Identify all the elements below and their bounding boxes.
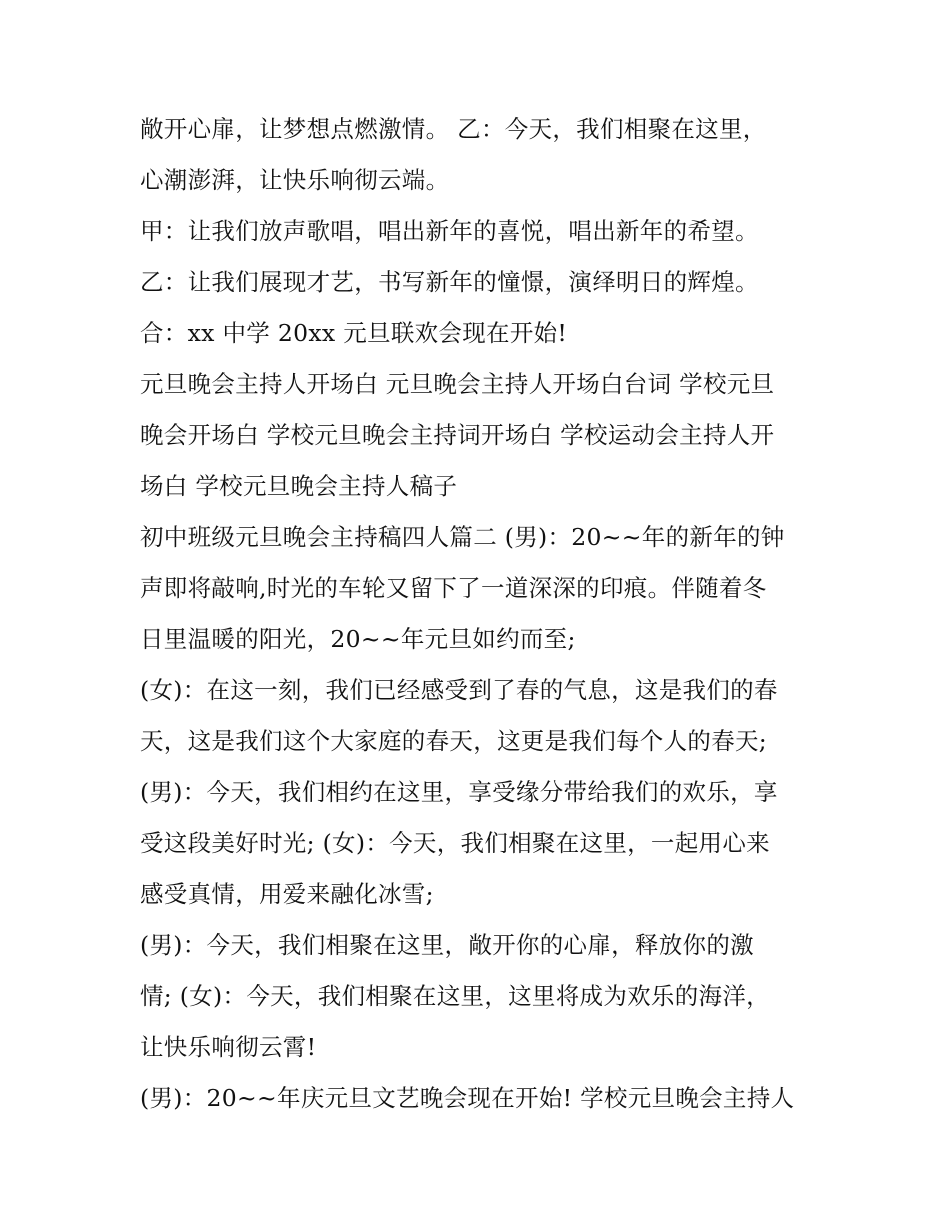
text-line: 天，这是我们这个大家庭的春天，这更是我们每个人的春天; [140,727,768,755]
text-line: 日里温暖的阳光，20~~年元旦如约而至; [140,625,576,653]
text-line: 场白 学校元旦晚会主持人稿子 [140,472,458,500]
text-line: 受这段美好时光; (女)：今天，我们相聚在这里，一起用心来 [140,829,770,857]
text-line: 乙：让我们展现才艺，书写新年的憧憬，演绎明日的辉煌。 [140,268,759,296]
text-line: 合：xx 中学 20xx 元旦联欢会现在开始! [140,319,568,347]
text-line: 让快乐响彻云霄! [140,1033,317,1061]
text-line: (男)：今天，我们相约在这里，享受缘分带给我们的欢乐，享 [140,778,778,806]
text-line: (男)：20~~年庆元旦文艺晚会现在开始! 学校元旦晚会主持人 [140,1084,795,1112]
text-line: 感受真情，用爱来融化冰雪; [140,880,434,908]
document-body [140,104,820,1124]
text-line: 晚会开场白 学校元旦晚会主持词开场白 学校运动会主持人开 [140,421,775,449]
text-line: 心潮澎湃，让快乐响彻云端。 [140,166,450,194]
text-line: (女)：在这一刻，我们已经感受到了春的气息，这是我们的春 [140,676,778,704]
text-line: 声即将敲响,时光的车轮又留下了一道深深的印痕。伴随着冬 [140,574,767,602]
text-line: 甲：让我们放声歌唱，唱出新年的喜悦，唱出新年的希望。 [140,217,759,245]
text-line: 情; (女)：今天，我们相聚在这里，这里将成为欢乐的海洋， [140,982,770,1010]
text-line: 敞开心扉，让梦想点燃激情。 乙：今天，我们相聚在这里， [140,115,767,143]
text-line: (男)：今天，我们相聚在这里，敞开你的心扉，释放你的激 [140,931,754,959]
text-line: 初中班级元旦晚会主持稿四人篇二 (男)：20~~年的新年的钟 [140,523,785,551]
text-line: 元旦晚会主持人开场白 元旦晚会主持人开场白台词 学校元旦 [140,370,775,398]
